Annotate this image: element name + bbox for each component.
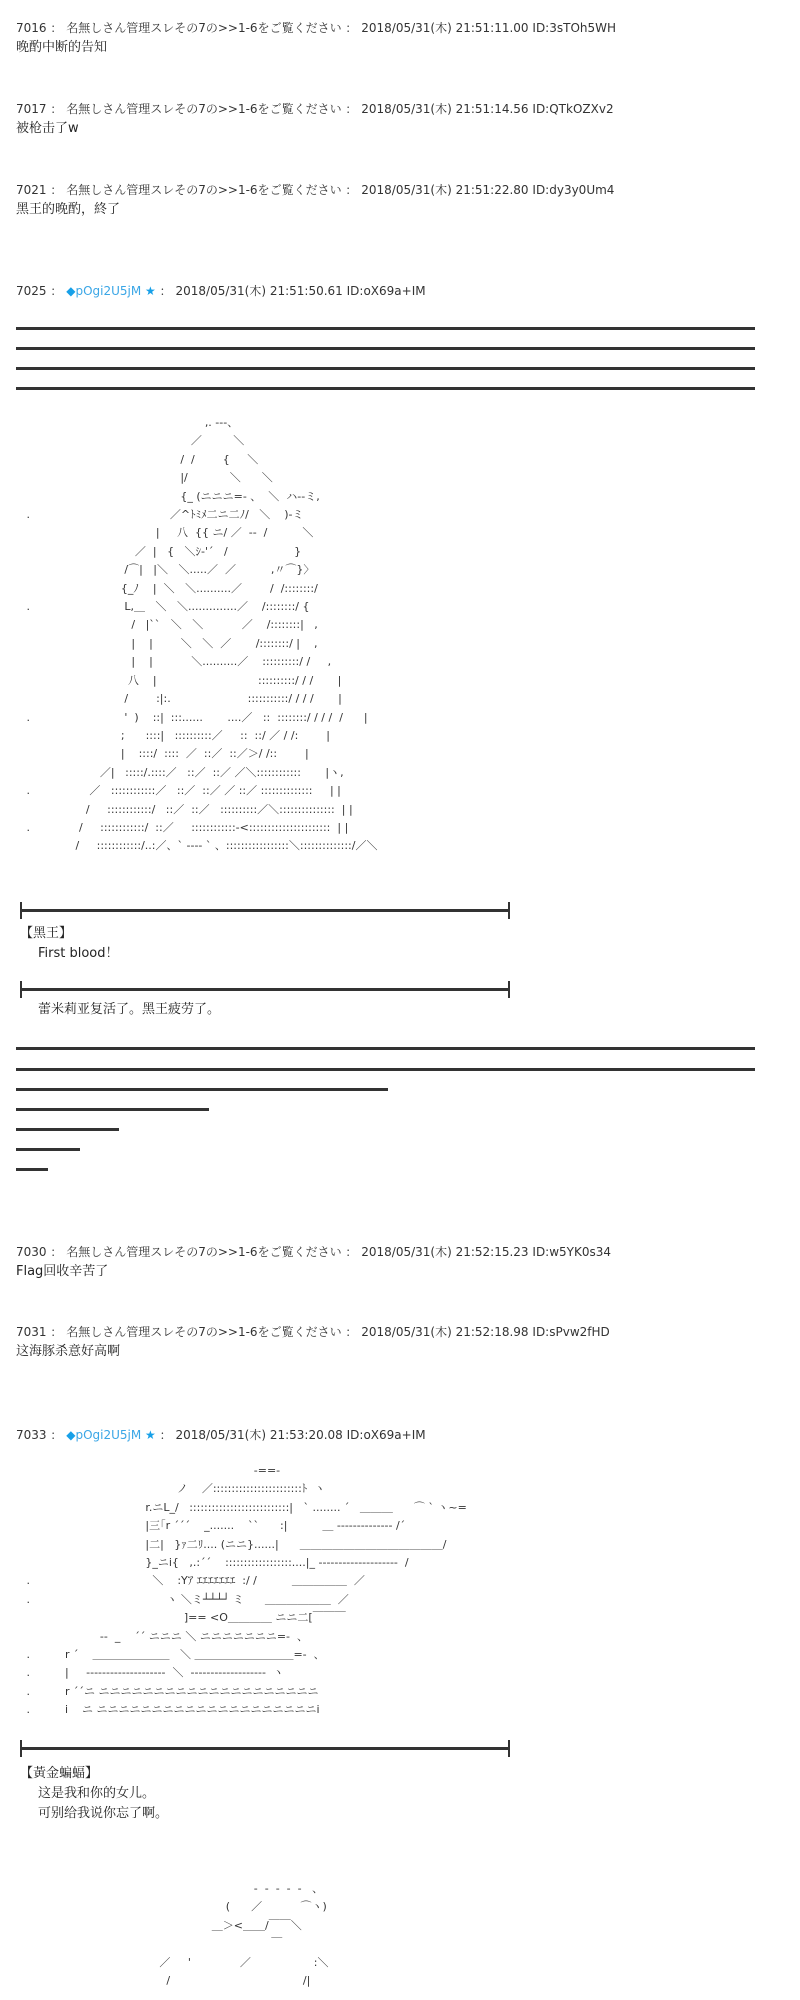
separator: ： (345, 102, 358, 116)
divider-line (16, 367, 755, 370)
separator: ： (50, 284, 63, 298)
frame-line (20, 988, 510, 991)
ascii-art-figure: - - - - - 、 ( ／ ⌒ヽ) ＿＞<＿＿/￣￣＼ ￣ ／ ' ／ :＼ / /| (159, 1882, 329, 1988)
post-body: 这海豚杀意好高啊 (16, 1344, 121, 1359)
divider-line (16, 1168, 48, 1171)
post-date: 2018/05/31(木) 21:51:14.56 (361, 102, 529, 116)
poster-name: 名無しさん管理スレその7の>>1-6をご覧ください (66, 102, 342, 116)
divider-line (16, 347, 755, 350)
post-body: 被枪击了w (16, 121, 79, 136)
post-header-7017 (16, 101, 614, 117)
post-header-7025 (16, 283, 426, 299)
speaker-label: 【黑王】 (20, 926, 73, 941)
post-number[interactable]: 7021 (16, 183, 47, 197)
poster-id: ID:oX69a+IM (346, 284, 426, 298)
divider-line (16, 1068, 755, 1071)
separator: ： (345, 1325, 358, 1339)
divider-line (16, 1047, 755, 1050)
dialogue-line: 可别给我说你忘了啊。 (38, 1806, 169, 1821)
divider-line (16, 1148, 80, 1151)
dialogue-line: First blood！ (38, 946, 119, 961)
divider-line (16, 327, 755, 330)
poster-name: 名無しさん管理スレその7の>>1-6をご覧ください (66, 1245, 342, 1259)
post-date: 2018/05/31(木) 21:51:11.00 (361, 21, 529, 35)
frame-line (20, 909, 510, 912)
speaker-label: 【黃金蝙蝠】 (20, 1766, 99, 1781)
divider-line (16, 1128, 119, 1131)
divider-line (16, 1108, 209, 1111)
post-number[interactable]: 7031 (16, 1325, 47, 1339)
separator: ： (50, 1245, 63, 1259)
poster-id: ID:3sTOh5WH (532, 21, 617, 35)
post-number[interactable]: 7017 (16, 102, 47, 116)
post-number[interactable]: 7030 (16, 1245, 47, 1259)
poster-id: ID:sPvw2fHD (532, 1325, 610, 1339)
diamond-icon: ◆ (66, 284, 76, 298)
star-icon: ★ (145, 1428, 156, 1442)
post-header-7030 (16, 1244, 611, 1260)
star-icon: ★ (145, 284, 156, 298)
post-header-7016 (16, 20, 616, 36)
poster-name: 名無しさん管理スレその7の>>1-6をご覧ください (66, 183, 342, 197)
separator: ： (345, 1245, 358, 1259)
poster-id: ID:w5YK0s34 (532, 1245, 612, 1259)
post-header-7021 (16, 182, 614, 198)
post-number[interactable]: 7033 (16, 1428, 47, 1442)
poster-id: ID:QTkOZXv2 (532, 102, 614, 116)
separator: ： (50, 1428, 63, 1442)
separator: ： (159, 284, 172, 298)
separator: ： (159, 1428, 172, 1442)
separator: ： (345, 183, 358, 197)
separator: ： (345, 21, 358, 35)
poster-trip[interactable]: pOgi2U5jM (75, 1428, 142, 1442)
post-date: 2018/05/31(木) 21:53:20.08 (175, 1428, 343, 1442)
poster-id: ID:dy3y0Um4 (532, 183, 615, 197)
post-header-7031 (16, 1324, 610, 1340)
post-body: Flag回收辛苦了 (16, 1264, 109, 1279)
post-date: 2018/05/31(木) 21:51:50.61 (175, 284, 343, 298)
post-date: 2018/05/31(木) 21:51:22.80 (361, 183, 529, 197)
divider-line (16, 387, 755, 390)
frame-line (20, 1747, 510, 1750)
dialogue-line: 这是我和你的女儿。 (38, 1786, 156, 1801)
poster-trip[interactable]: pOgi2U5jM (75, 284, 142, 298)
post-date: 2018/05/31(木) 21:52:15.23 (361, 1245, 529, 1259)
separator: ： (50, 102, 63, 116)
post-number[interactable]: 7016 (16, 21, 47, 35)
ascii-art-black-king: ,. -‐-、 ／ ＼ / / { ＼ |/ ＼ ＼ {_ (ニニニ=- 、 ＼ ハ-‐ミ, . ／^ﾄﾐﾒ二ニ二ﾉ/ ＼ )‐ミ | 八 {{ ニ/ ／ -‐ / ＼ ／ | { ＼ｼ‐'´ / } /⌒| |＼ ＼.....／ ／ ,〃⌒}〉 {_ﾉ | ＼ ＼..........／ / /::::::::/ . L,＿ ＼ ＼..............／ /::::::::/ { / |`` ＼ ＼ ／ /::::::::| , | | ＼ ＼ ／ /::::::::/ | , | | ＼..........／ ::::::::::/ / , 八 | ::::::::::/ / / | / :|:. :::::::::::/ / / / | . ' ) ::| :::...... ....／ :: ::::::::/ / / / / | ; ::::| ::::::::::／ :: ::/ ／ / /: | | ::::/ :::: ／ ::／ ::／＞/ /:: | ／| :::::/.::::／ ::／ ::／ ／＼:::::::::::: |ヽ, . ／ ::::::::::::／ ::／ ::／ ／ ::／ :::::::::::::: | | / ::::::::::::/ ::／ ::／ ::::::::::／＼::::::::::::::: | | . / ::::::::::::/ ::／ ::::::::::::‐<:::::::::::::::::::::: | | / ::::::::::::/..:／、` ‐--‐ ` 、:::::::::::::::::＼::::::::::::::/／＼ (26, 416, 378, 853)
separator: ： (50, 1325, 63, 1339)
narration-text: 蕾米莉亚复活了。黑王疲劳了。 (38, 1002, 221, 1017)
separator: ： (50, 21, 63, 35)
post-date: 2018/05/31(木) 21:52:18.98 (361, 1325, 529, 1339)
divider-line (16, 1088, 388, 1091)
post-header-7033 (16, 1427, 426, 1443)
post-body: 黑王的晚酌，終了 (16, 202, 121, 217)
ascii-art-golden-bat: -==- ノ ／::::::::::::::::::::::::ﾄ ヽ r.ニL_/ :::::::::::::::::::::::::::| ` ........ ´ ＿＿＿ ⌒ ` ヽ~= |三｢r ´´´ _....... `` :| ＿ -‐‐‐‐‐‐‐‐‐‐‐‐‐ /´ |二| }ｧ二ﾘ.... (ニニ}......| ＿＿＿＿＿＿＿＿＿＿＿＿＿/ }_ニi{ ,.:´´ ::::::::::::::::::....|_ ‐‐‐‐‐‐‐‐‐‐‐‐‐‐‐‐‐‐‐‐ / . ＼ :Yｱ ｴｴｴｴｴｴｴ :/ / ＿＿＿＿＿ ／ . ヽ ＼ミ┴┴┴┘ ミ ＿＿＿＿＿＿ ／ ]== <O＿＿＿＿ ニニ二[￣￣￣ -‐ _ ´´ ニニニ ＼ ニニニニニニニ=- 、 . r ´ ＿＿＿＿＿＿＿ ＼ ＿＿＿＿＿＿＿＿＿=- 、 . | ‐‐‐‐‐‐‐‐‐‐‐‐‐‐‐‐‐‐‐‐ ＼ ‐‐‐‐‐‐‐‐‐‐‐‐‐‐‐‐‐‐‐ ヽ . r ´´ニ ニニニニニニニニニニニニニニニニニニニニ . i ニ ニニニニニニニニニニニニニニニニニニニニi (26, 1464, 467, 1717)
poster-id: ID:oX69a+IM (346, 1428, 426, 1442)
post-number[interactable]: 7025 (16, 284, 47, 298)
poster-name: 名無しさん管理スレその7の>>1-6をご覧ください (66, 1325, 342, 1339)
post-body: 晚酌中断的告知 (16, 40, 108, 55)
poster-name: 名無しさん管理スレその7の>>1-6をご覧ください (66, 21, 342, 35)
diamond-icon: ◆ (66, 1428, 76, 1442)
separator: ： (50, 183, 63, 197)
